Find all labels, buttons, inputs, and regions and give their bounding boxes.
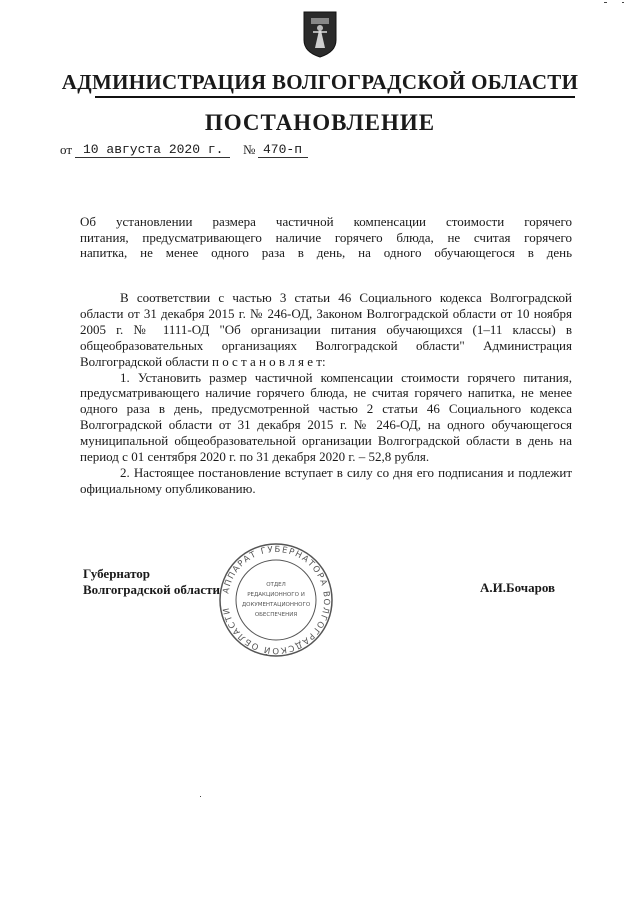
signatory-position-line: Волгоградской области (83, 582, 221, 597)
document-subject (80, 214, 572, 261)
signatory-name: А.И.Бочаров (480, 580, 556, 595)
signatory-position (83, 566, 220, 598)
subject-line: напитка, не менее одного раза в день, на одного обучающегося в день (80, 245, 572, 260)
clause-1-paragraph: 1. Установить размер частичной компенсации стоимости горячего питания, предусматривающего наличие горячего блюда, не считая горячего напитка, не менее одного раза в день, предусмотренной частью 2 статьи 46 Социального кодекса Волгоградской области от 31 декабря 2015 г. № 246-ОД, на одного обучающегося муниципальной общеобразовательной организации Волгоградской области в день на период с 01 сентября 2020 г. по 31 декабря 2020 г. – 52,8 рубля. (80, 369, 572, 465)
scan-mark (200, 796, 201, 797)
stamp-inner-line: ДОКУМЕНТАЦИОННОГО (241, 602, 311, 608)
date-prefix: от (60, 142, 73, 157)
organization-name: АДМИНИСТРАЦИЯ ВОЛГОГРАДСКОЙ ОБЛАСТИ (61, 70, 579, 94)
stamp-outer-text: АППАРАТ ГУБЕРНАТОРА ВОЛГОГРАДСКОЙ ОБЛАСТИ (221, 544, 332, 656)
scan-mark (622, 2, 624, 3)
stamp-inner-line: ОБЕСПЕЧЕНИЯ (254, 612, 298, 618)
official-stamp (216, 540, 336, 660)
scan-mark (604, 2, 607, 3)
subject-line: питания, предусматривающего наличие горячего блюда, не считая горячего (80, 229, 572, 245)
volgograd-emblem-icon (301, 10, 339, 58)
stamp-inner-line: ОТДЕЛ (266, 582, 286, 588)
header-divider (95, 96, 575, 98)
clause-2-paragraph: 2. Настоящее постановление вступает в силу со дня его подписания и подлежит официальному опубликованию. (80, 464, 572, 496)
document-type-title: ПОСТАНОВЛЕНИЕ (204, 110, 436, 135)
signatory-position-line: Губернатор (83, 566, 151, 581)
document-body (80, 290, 572, 497)
stamp-inner-line: РЕДАКЦИОННОГО И (247, 592, 305, 598)
document-date: 10 августа 2020 г. (75, 142, 230, 158)
number-prefix: № (243, 142, 256, 157)
document-number: 470-п (258, 142, 308, 158)
subject-line: Об установлении размера частичной компенсации стоимости горячего (80, 214, 572, 229)
preamble-paragraph: В соответствии с частью 3 статьи 46 Социального кодекса Волгоградской области от 31 декабря 2015 г. № 246-ОД, Законом Волгоградской области от 10 ноября 2005 г. № 1111-ОД "Об организации питания обучающихся (1–11 классы) в общеобразовательных организациях Волгоградской области" Администрация Волгоградской области п о с т а н о в л я е т: (80, 290, 572, 369)
